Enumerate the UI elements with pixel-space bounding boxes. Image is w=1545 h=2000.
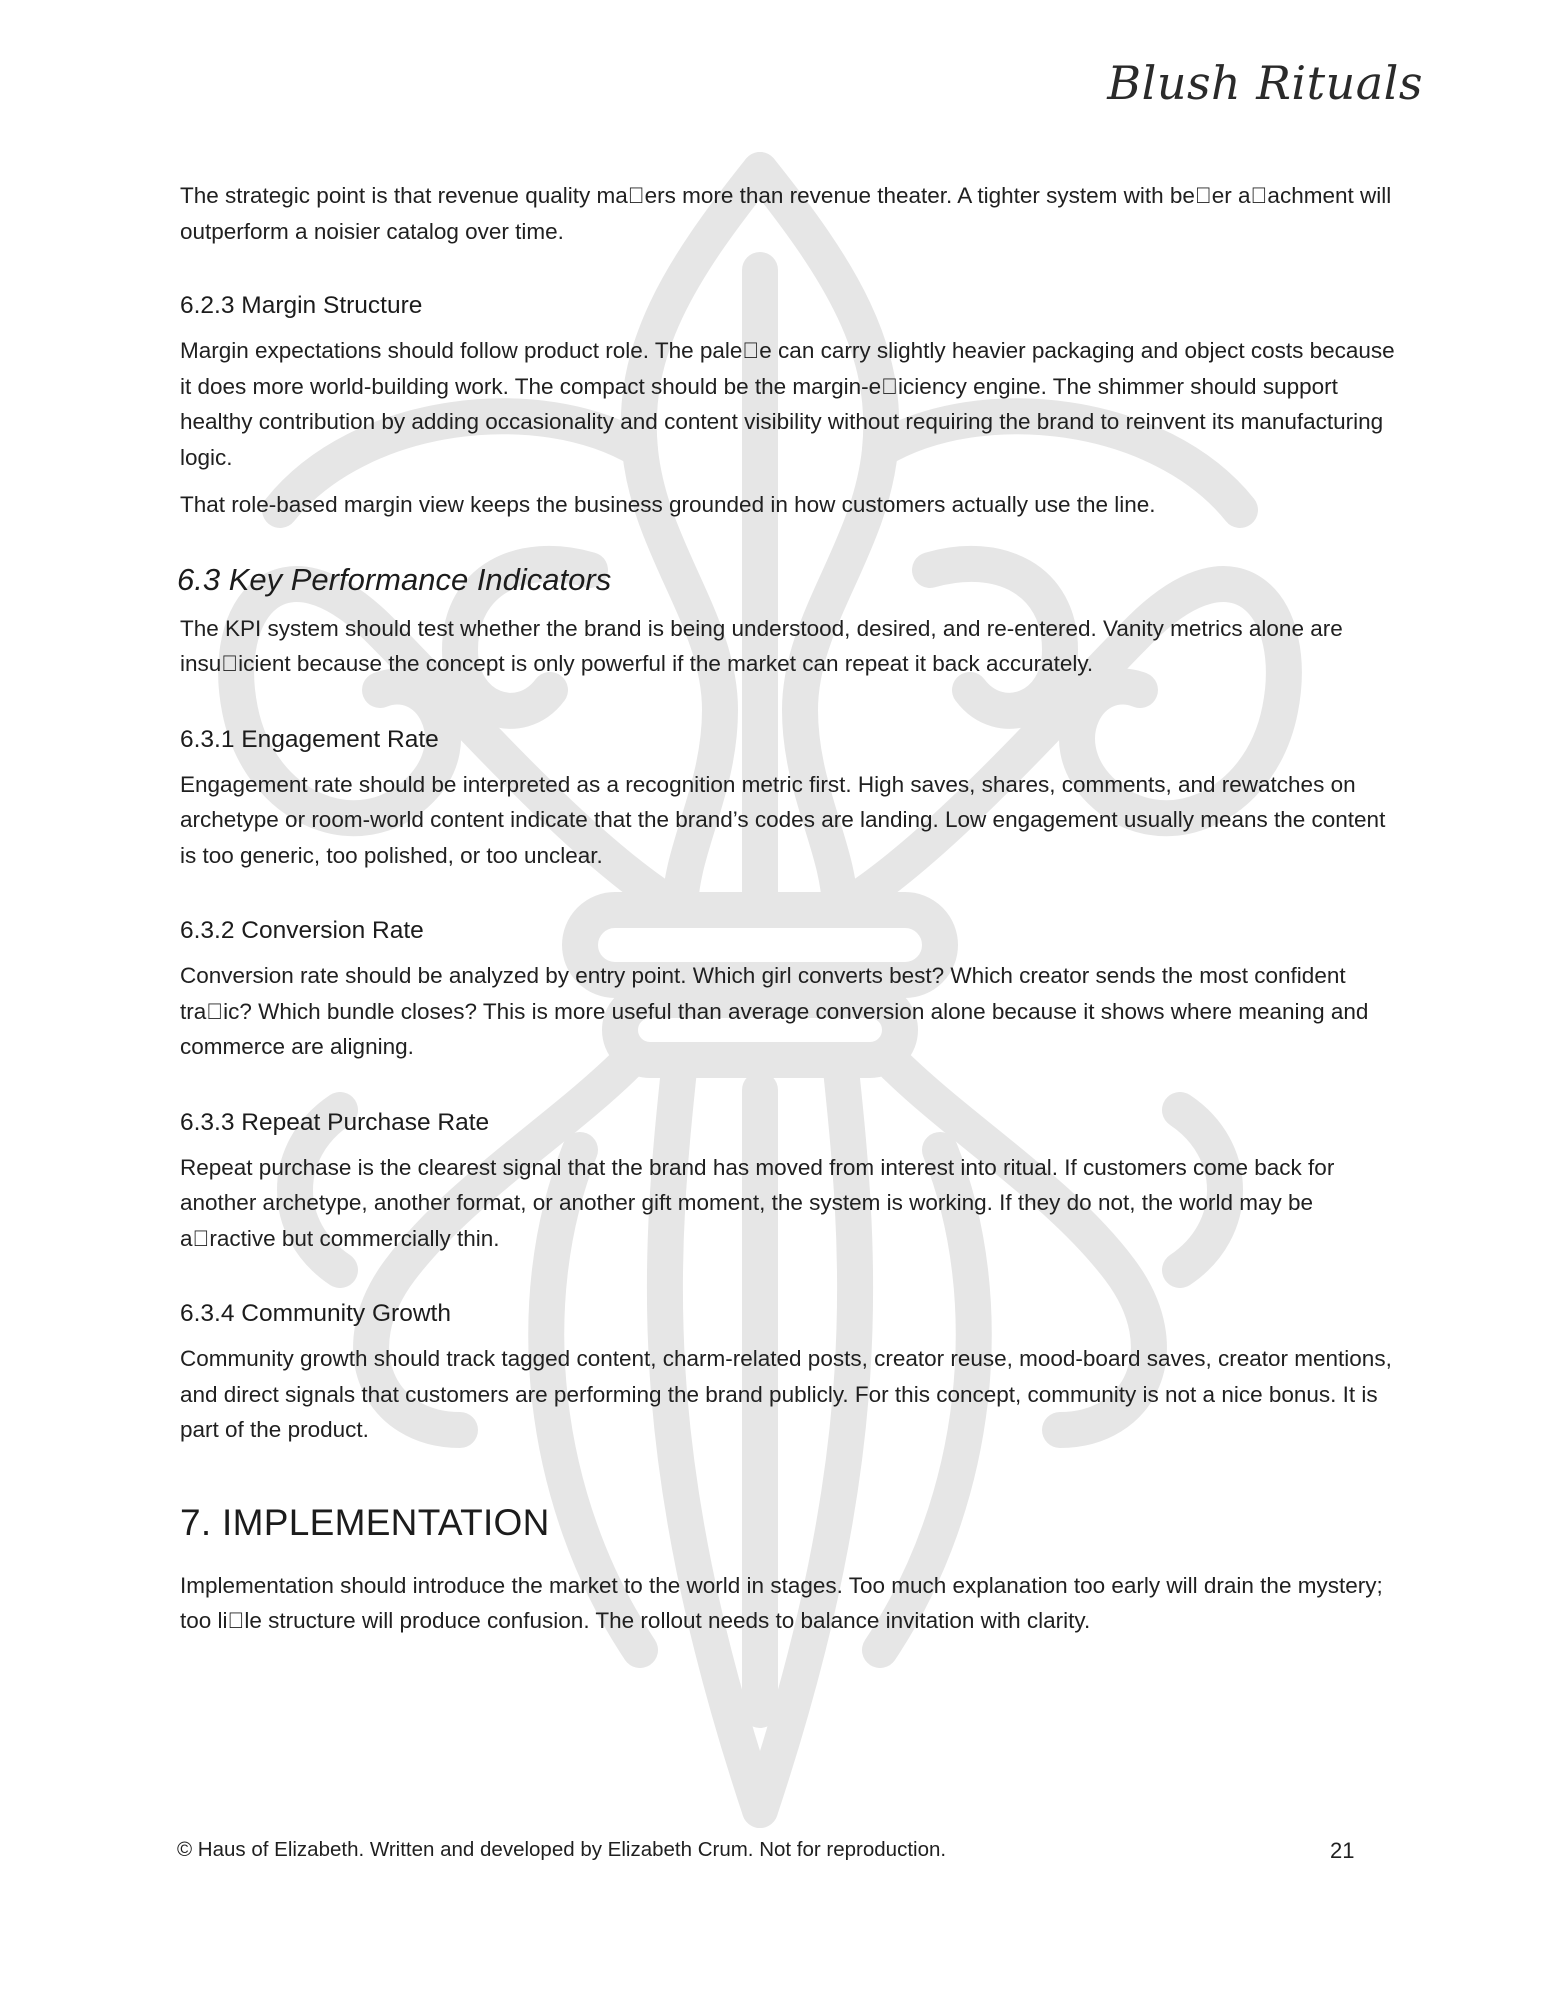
community-growth-paragraph: Community growth should track tagged content, charm-related posts, creator reuse, mood-board saves, creator mentions, and direct signals that customers are performing the brand publicly. For this concept, community is not a nice bonus. It is part of the product. (180, 1346, 1392, 1442)
conversion-rate-paragraph: Conversion rate should be analyzed by entry point. Which girl converts best? Which creator sends the most confident tra ic? Which bundle closes? This is more useful than average conversion alone because it shows where meaning and commerce are aligning. (180, 963, 1369, 1059)
heading-7: 7. IMPLEMENTATION (180, 1501, 550, 1543)
footer-copyright: © Haus of Elizabeth. Written and developed by Elizabeth Crum. Not for reproduction. (177, 1838, 947, 1861)
repeat-purchase-paragraph: Repeat purchase is the clearest signal that the brand has moved from interest into ritual. If customers come back for another archetype, another format, or another gift moment, the system is working. If they do not, the world may be a ractive but commercially thin. (180, 1154, 1335, 1251)
page-content (177, 178, 1402, 1639)
intro-paragraph: The strategic point is that revenue quality ma ers more than revenue theater. A tighter system with be er a achment will outperform a noisier catalog over time. (180, 183, 1392, 244)
margin-structure-paragraph-1: Margin expectations should follow product role. The pale e can carry slightly heavier packaging and object costs because it does more world-building work. The compact should be the margin-e iciency engine. The shimmer should support healthy contribution by adding occasionality and content visibility without requiring the brand to reinvent its manufacturing logic. (180, 338, 1395, 470)
brand-logo: Blush Rituals (1107, 56, 1423, 110)
engagement-rate-paragraph: Engagement rate should be interpreted as a recognition metric first. High saves, shares, comments, and rewatches on archetype or room-world content indicate that the brand’s codes are landing. Low engagement usually means the content is too generic, too polished, or too unclear. (180, 771, 1386, 868)
implementation-paragraph: Implementation should introduce the market to the world in stages. Too much explanation too early will drain the mystery; too li le structure will produce confusion. The rollout needs to balance invitation with clarity. (180, 1572, 1383, 1633)
heading-6-3: 6.3 Key Performance Indicators (177, 561, 612, 597)
heading-6-2-3: 6.2.3 Margin Structure (180, 292, 423, 319)
margin-structure-paragraph-2: That role-based margin view keeps the business grounded in how customers actually use the line. (180, 492, 1156, 517)
heading-6-3-1: 6.3.1 Engagement Rate (180, 725, 439, 753)
heading-6-3-3: 6.3.3 Repeat Purchase Rate (180, 1108, 490, 1136)
heading-6-3-2: 6.3.2 Conversion Rate (180, 917, 424, 944)
kpi-paragraph: The KPI system should test whether the brand is being understood, desired, and re-entered. Vanity metrics alone are insu icient because the concept is only powerful if the market can repeat it back accurately. (180, 615, 1343, 676)
page-number: 21 (1330, 1838, 1355, 1863)
heading-6-3-4: 6.3.4 Community Growth (180, 1300, 451, 1327)
